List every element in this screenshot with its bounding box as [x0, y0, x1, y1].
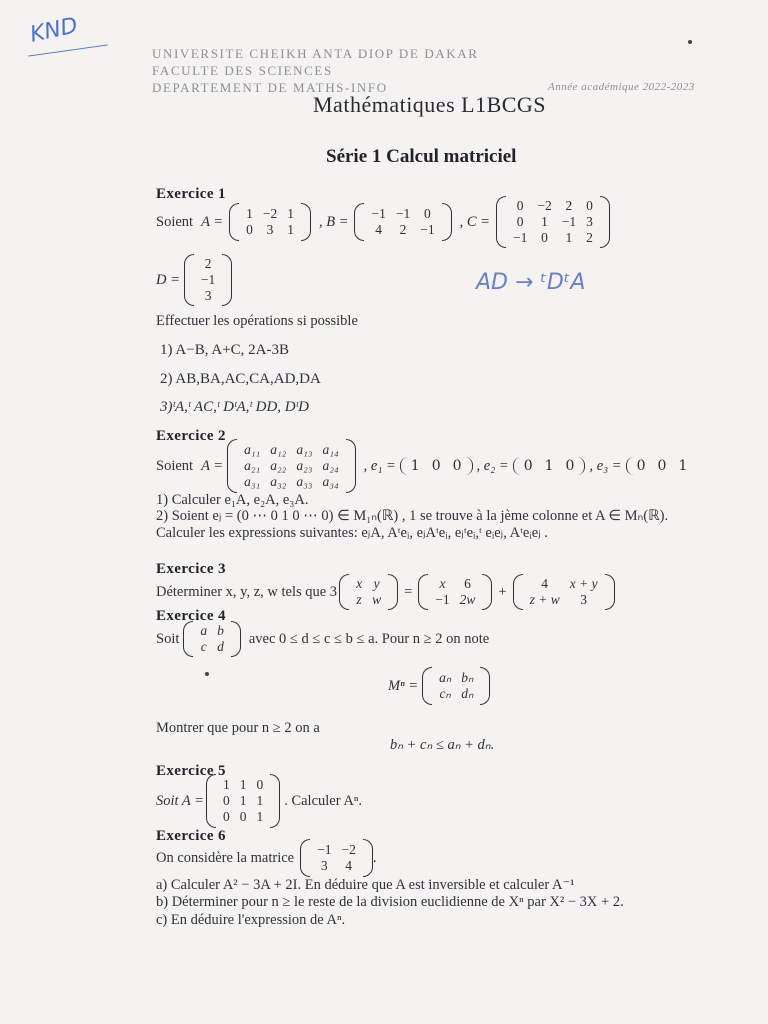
exercise-1-title: Exercice 1: [156, 186, 226, 202]
ex6-question-b: b) Déterminer pour n ≥ le reste de la division euclidienne de Xⁿ par X² − 3X + 2.: [156, 894, 624, 910]
ex4-matrix: a b c d: [183, 621, 241, 657]
ex2-matrices-line: [156, 440, 697, 492]
ex2-soient: Soient: [156, 457, 194, 474]
ex6-intro: On considère la matrice: [156, 849, 295, 866]
ex2-question-1: 1) Calculer e₁A, e₂A, e₃A.: [156, 492, 309, 508]
ink-dot: [205, 672, 209, 676]
ex2-e2-label: , e₂ =: [476, 457, 509, 474]
ex1-matrices-line: [156, 198, 610, 246]
exercise-2-title: Exercice 2: [156, 428, 226, 444]
ex4-Mn-label: Mⁿ =: [388, 677, 419, 694]
ex4-show: Montrer que pour n ≥ 2 on a: [156, 720, 320, 736]
exercise-3-title: Exercice 3: [156, 561, 226, 577]
ex3-equation: [156, 572, 615, 612]
ex1-matrix-D: 2 −1 3: [184, 254, 232, 306]
ex6-question-a: a) Calculer A² − 3A + 2I. En déduire que A est inversible et calculer A⁻¹: [156, 877, 575, 893]
ex6-end: .: [372, 849, 377, 866]
ex3-plus: +: [498, 583, 507, 600]
ex4-matrix-Mn: aₙ bₙ cₙ dₙ: [422, 667, 490, 705]
exercise-6-title: Exercice 6: [156, 828, 226, 844]
ex6-definition: [156, 838, 376, 878]
ex1-item-1: 1) A−B, A+C, 2A-3B: [160, 342, 290, 358]
ex1-D-line: [156, 254, 232, 306]
ex1-A-label: A =: [201, 213, 224, 230]
department-name: DEPARTEMENT DE MATHS-INFO: [152, 80, 388, 95]
ex1-item-3: 3)ᵗA,ᵗ AC,ᵗ DᵗA,ᵗ DD, DᵗD: [160, 399, 309, 415]
ex1-D-label: D =: [156, 271, 180, 288]
ex2-vector-e3: 0 0 1: [626, 457, 698, 475]
ex6-question-c: c) En déduire l'expression de Aⁿ.: [156, 912, 346, 928]
series-title: Série 1 Calcul matriciel: [326, 146, 517, 167]
ex2-vector-e2: 0 1 0: [513, 457, 586, 475]
ex1-item-2: 2) AB,BA,AC,CA,AD,DA: [160, 371, 321, 387]
ex5-soit: Soit A =: [156, 792, 204, 809]
ex4-Mn-display: [388, 666, 490, 706]
handwritten-initials: KND: [27, 13, 80, 48]
ex1-instruction: Effectuer les opérations si possible: [156, 313, 358, 329]
ex5-definition: [156, 774, 362, 828]
ex2-question-2: 2) Soient eⱼ = (0 ⋯ 0 1 0 ⋯ 0) ∈ M₁ₙ(ℝ) , 1 se trouve à la jème colonne et A ∈ Mₙ(ℝ).: [156, 508, 669, 524]
university-name: UNIVERSITE CHEIKH ANTA DIOP DE DAKAR: [152, 46, 479, 61]
ex4-definition: [156, 620, 489, 658]
handwritten-underline: [28, 44, 107, 56]
handwritten-annotation: AD → ᵗDᵗA: [476, 270, 586, 295]
ink-dot: [688, 40, 692, 44]
ex3-matrix-M1: x y z w: [339, 574, 398, 610]
ex6-matrix: −1 −2 3 4: [300, 839, 373, 877]
ex2-e3-label: , e₃ =: [589, 457, 622, 474]
ex2-e1-label: , e₁ =: [363, 457, 396, 474]
ex2-matrix-A: a₁₁ a₁₂ a₁₃ a₁₄ a₂₁ a₂₂ a₂₃ a₂₄ a₃₁ a₃₂ a₃₃ a₃₄: [227, 439, 356, 493]
faculty-name: FACULTE DES SCIENCES: [152, 63, 333, 78]
ex1-matrix-B: −1 −1 0 4 2 −1: [354, 203, 451, 241]
ex1-C-label: , C =: [459, 213, 490, 230]
ex2-A-label: A =: [201, 457, 224, 474]
ex3-matrix-M3: 4 x + y z + w 3: [513, 574, 615, 610]
academic-year: Année académique 2022-2023: [548, 81, 695, 93]
ex1-B-label: , B =: [318, 213, 349, 230]
ex2-question-3: Calculer les expressions suivantes: eⱼA, Aᵗeᵢ, eⱼAᵗeᵢ, eⱼᵗeᵢ,ᵗ eᵢeⱼ, Aᵗeᵢeⱼ .: [156, 525, 548, 541]
ex3-equals: =: [404, 583, 413, 600]
ex5-matrix-A: 1 1 0 0 1 1 0 0 1: [206, 774, 280, 828]
ex3-matrix-M2: x 6 −1 2w: [418, 574, 492, 610]
ex1-matrix-A: 1 −2 1 0 3 1: [229, 203, 311, 241]
exercise-5-title: Exercice 5: [156, 763, 226, 779]
ex4-inequality: bₙ + cₙ ≤ aₙ + dₙ.: [390, 737, 495, 753]
exercise-4-title: Exercice 4: [156, 608, 226, 624]
ex5-calc: . Calculer Aⁿ.: [284, 792, 363, 809]
ex4-condition: avec 0 ≤ d ≤ c ≤ b ≤ a. Pour n ≥ 2 on note: [248, 630, 490, 647]
ex1-matrix-C: 0 −2 2 0 0 1 −1 3 −1 0 1 2: [496, 196, 610, 248]
ex2-vector-e1: 1 0 0: [400, 457, 473, 475]
ex1-soient: Soient: [156, 213, 194, 230]
ex3-prefix: Déterminer x, y, z, w tels que 3: [156, 583, 338, 600]
ex4-soit: Soit: [156, 630, 180, 647]
course-title: Mathématiques L1BCGS: [313, 92, 547, 117]
